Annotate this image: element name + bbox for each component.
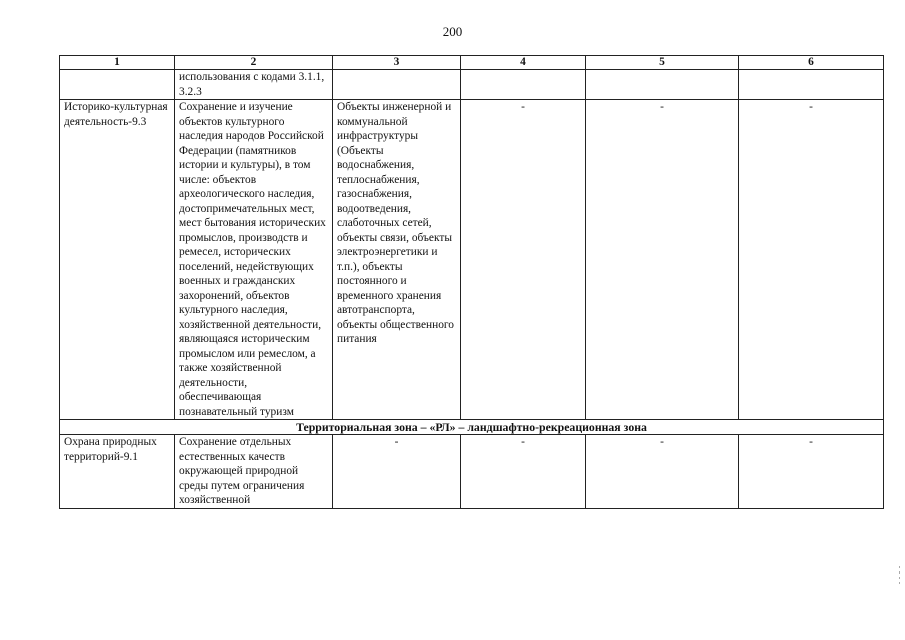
table-cell: - [586,100,739,420]
page-number: 200 [442,24,463,39]
zone-title: Территориальная зона – «РЛ» – ландшафтно-рекреационная зона [60,420,884,435]
table-cell: Сохранение и изучение объектов культурного наследия народов Российской Федерации (памятников истории и культуры), в том числе: объектов археологического наследия, достопримечательных мест, мест бытования исторических промыслов, производств и ремесел, исторических поселений, недействующих военных и гражданских захоронений, объектов культурного наследия, хозяйственной деятельности, являющаяся историческим промыслом или ремеслом, а также хозяйственной деятельности, обеспечивающая познавательный туризм [175,100,333,420]
table-row [60,435,884,509]
table-cell: использования с кодами 3.1.1, 3.2.3 [175,70,333,100]
header-cell: 4 [461,56,586,70]
table-cell: Сохранение отдельных естественных качеств окружающей природной среды путем ограничения хозяйственной [175,435,333,509]
table-cell: Историко-культурная деятельность-9.3 [60,100,175,420]
scan-artifact [898,566,902,587]
table-cell: - [586,435,739,509]
table-cell [586,70,739,100]
header-cell: 1 [60,56,175,70]
table-cell: - [461,435,586,509]
table-cell: - [461,100,586,420]
table-cell [739,70,884,100]
table-header-row [60,56,884,70]
table-cell [461,70,586,100]
table-row [60,100,884,420]
table-cell: Объекты инженерной и коммунальной инфраструктуры (Объекты водоснабжения, теплоснабжения, газоснабжения, водоотведения, слаботочных сетей, объекты связи, объекты электроэнергетики и т.п.), объекты постоянного и временного хранения автотранспорта, объекты общественного питания [333,100,461,420]
header-cell: 2 [175,56,333,70]
table-cell: - [739,100,884,420]
table-cell [333,70,461,100]
table-row [60,70,884,100]
zone-title-row [60,420,884,435]
header-cell: 5 [586,56,739,70]
table-cell: - [739,435,884,509]
table-cell [60,70,175,100]
table-cell: - [333,435,461,509]
table-cell: Охрана природных территорий-9.1 [60,435,175,509]
header-cell: 3 [333,56,461,70]
header-cell: 6 [739,56,884,70]
zoning-table [59,55,884,509]
